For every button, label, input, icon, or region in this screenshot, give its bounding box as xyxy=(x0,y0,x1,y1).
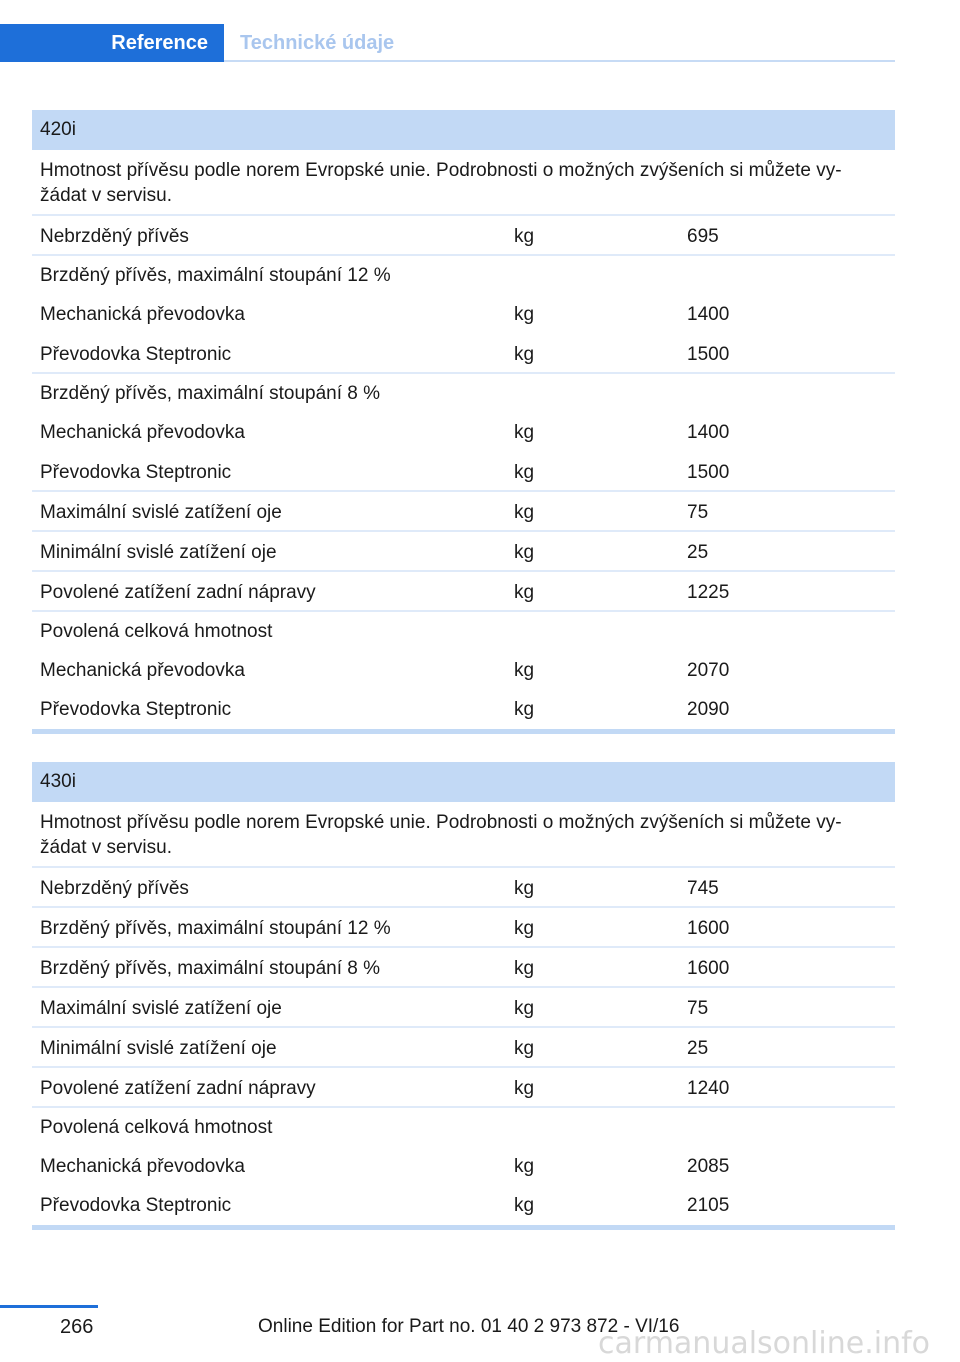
row-label: Převodovka Steptronic xyxy=(40,344,232,365)
table-row xyxy=(32,413,895,452)
row-label: Povolené zatížení zadní nápravy xyxy=(40,582,316,603)
row-value: 2105 xyxy=(687,1195,730,1216)
row-label: Nebrzděný přívěs xyxy=(40,226,189,247)
row-label: Povolená celková hmotnost xyxy=(40,1117,273,1138)
row-value: 1600 xyxy=(687,918,730,939)
row-unit: kg xyxy=(514,344,535,365)
row-label: Převodovka Steptronic xyxy=(40,1195,232,1216)
row-value: 2090 xyxy=(687,699,730,720)
table-row xyxy=(32,1108,895,1147)
row-unit: kg xyxy=(514,1078,535,1099)
row-unit: kg xyxy=(514,542,535,563)
note-text: Hmotnost přívěsu podle norem Evropské unie. Podrobnosti o možných zvýšeních si můžete vy-žádat v servisu. xyxy=(40,160,842,206)
row-label: Nebrzděný přívěs xyxy=(40,878,189,899)
row-label: Minimální svislé zatížení oje xyxy=(40,1038,277,1059)
table-row xyxy=(32,1068,895,1108)
section-tab-reference: Reference xyxy=(0,24,224,62)
edition-note: Online Edition for Part no. 01 40 2 973 872 - VI/16 xyxy=(258,1316,680,1337)
row-label: Brzděný přívěs, maximální stoupání 8 % xyxy=(40,958,381,979)
row-unit: kg xyxy=(514,462,535,483)
row-unit: kg xyxy=(514,1038,535,1059)
row-label: Mechanická převodovka xyxy=(40,1156,245,1177)
table-row xyxy=(32,256,895,295)
table-note xyxy=(32,802,895,868)
row-unit: kg xyxy=(514,226,535,247)
row-label: Mechanická převodovka xyxy=(40,304,245,325)
table-title: 430i xyxy=(32,762,895,802)
row-value: 1600 xyxy=(687,958,730,979)
header-divider xyxy=(224,60,895,62)
table-bottom-rule xyxy=(32,729,895,734)
table-row xyxy=(32,452,895,492)
row-label: Povolená celková hmotnost xyxy=(40,621,273,642)
table-row xyxy=(32,1186,895,1225)
row-label: Brzděný přívěs, maximální stoupání 12 % xyxy=(40,265,391,286)
chapter-title: Technické údaje xyxy=(240,32,395,54)
table-row xyxy=(32,216,895,256)
row-value: 745 xyxy=(687,878,719,899)
note-text: Hmotnost přívěsu podle norem Evropské unie. Podrobnosti o možných zvýšeních si můžete vy-žádat v servisu. xyxy=(40,812,842,858)
row-unit: kg xyxy=(514,699,535,720)
row-value: 2070 xyxy=(687,660,730,681)
table-row xyxy=(32,908,895,948)
row-value: 1240 xyxy=(687,1078,730,1099)
spec-table-430i xyxy=(32,762,895,1230)
row-label: Mechanická převodovka xyxy=(40,422,245,443)
table-row xyxy=(32,1147,895,1186)
table-title: 420i xyxy=(32,110,895,150)
row-label: Maximální svislé zatížení oje xyxy=(40,998,282,1019)
table-note xyxy=(32,150,895,216)
row-unit: kg xyxy=(514,582,535,603)
row-unit: kg xyxy=(514,1195,535,1216)
row-unit: kg xyxy=(514,502,535,523)
row-label: Minimální svislé zatížení oje xyxy=(40,542,277,563)
spec-table-420i xyxy=(32,110,895,734)
row-value: 25 xyxy=(687,542,709,563)
table-row xyxy=(32,612,895,651)
row-value: 1500 xyxy=(687,462,730,483)
row-unit: kg xyxy=(514,1156,535,1177)
table-row xyxy=(32,868,895,908)
page-header xyxy=(0,24,895,62)
table-row xyxy=(32,948,895,988)
row-value: 25 xyxy=(687,1038,709,1059)
table-row xyxy=(32,295,895,334)
row-label: Brzděný přívěs, maximální stoupání 8 % xyxy=(40,383,381,404)
row-value: 1225 xyxy=(687,582,730,603)
row-value: 1400 xyxy=(687,304,730,325)
row-label: Maximální svislé zatížení oje xyxy=(40,502,282,523)
row-value: 2085 xyxy=(687,1156,730,1177)
row-unit: kg xyxy=(514,918,535,939)
row-unit: kg xyxy=(514,660,535,681)
table-row xyxy=(32,492,895,532)
table-row xyxy=(32,988,895,1028)
row-unit: kg xyxy=(514,304,535,325)
row-label: Převodovka Steptronic xyxy=(40,699,232,720)
row-label: Mechanická převodovka xyxy=(40,660,245,681)
table-row xyxy=(32,690,895,729)
row-value: 695 xyxy=(687,226,719,247)
row-label: Brzděný přívěs, maximální stoupání 12 % xyxy=(40,918,391,939)
row-value: 75 xyxy=(687,998,709,1019)
footer-accent-line xyxy=(0,1305,98,1308)
row-value: 75 xyxy=(687,502,709,523)
table-row xyxy=(32,374,895,413)
row-label: Převodovka Steptronic xyxy=(40,462,232,483)
table-bottom-rule xyxy=(32,1225,895,1230)
row-unit: kg xyxy=(514,958,535,979)
table-row xyxy=(32,334,895,374)
page-number: 266 xyxy=(60,1316,94,1338)
row-label: Povolené zatížení zadní nápravy xyxy=(40,1078,316,1099)
row-value: 1400 xyxy=(687,422,730,443)
row-unit: kg xyxy=(514,878,535,899)
table-row xyxy=(32,532,895,572)
watermark: carmanualsonline.info xyxy=(598,1326,930,1361)
row-value: 1500 xyxy=(687,344,730,365)
row-unit: kg xyxy=(514,422,535,443)
table-row xyxy=(32,572,895,612)
row-unit: kg xyxy=(514,998,535,1019)
table-row xyxy=(32,651,895,690)
table-row xyxy=(32,1028,895,1068)
